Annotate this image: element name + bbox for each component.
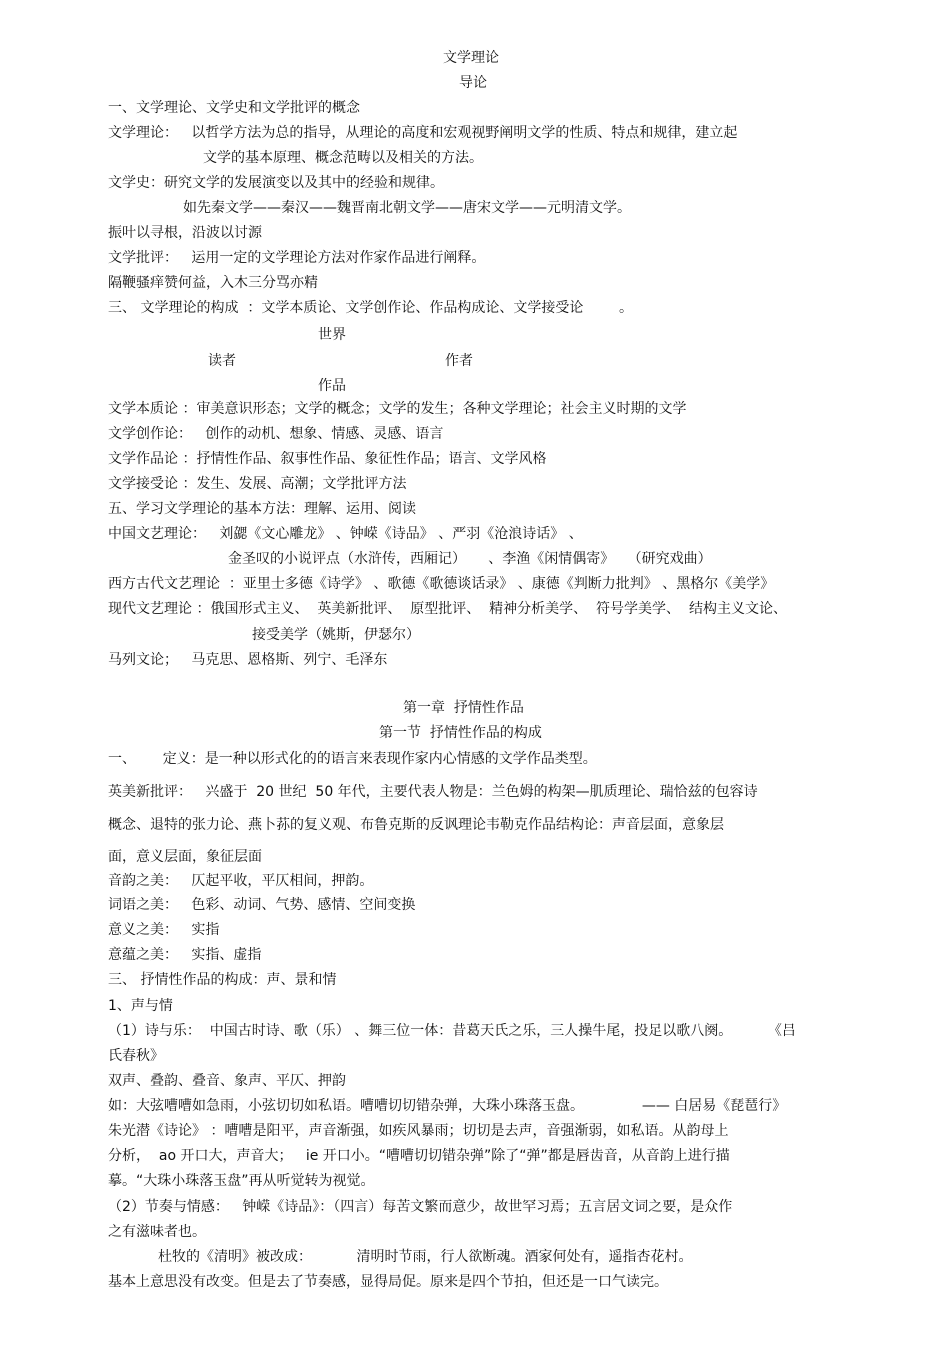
text-line: 文学创作论： 创作的动机、想象、情感、灵感、语言 (108, 426, 444, 442)
text-line: 文学批评： 运用一定的文学理论方法对作家作品进行阐释。 (108, 250, 486, 266)
text-line: 文学接受论 ：发生、发展、高潮；文学批评方法 (108, 476, 407, 492)
text-line: 概念、退特的张力论、燕卜荪的复义观、布鲁克斯的反讽理论韦勒克作品结构论：声音层面，意象层 (108, 817, 724, 833)
text-line: 词语之美： 色彩、动词、气势、感情、空间变换 (108, 897, 416, 913)
text-line: 英美新批评： 兴盛于 20 世纪 50 年代，主要代表人物是：兰色姆的构架—肌质理论、瑞恰兹的包容诗 (108, 784, 758, 800)
text-line: 中国文艺理论： 刘勰《文心雕龙》 、钟嵘《诗品》 、严羽《沧浪诗话》 、 (108, 526, 583, 542)
text-line: 世界 (318, 327, 346, 343)
text-line: 现代文艺理论 ：俄国形式主义、 英美新批评、 原型批评、 精神分析美学、 符号学美学、 结构主义文论、 (108, 601, 787, 617)
text-line: 文学理论 (443, 50, 499, 66)
text-line: 分析， ao 开口大，声音大； ie 开口小。“嘈嘈切切错杂弹”除了“弹”都是唇齿音，从音韵上进行描 (108, 1148, 730, 1164)
text-line: 作品 (318, 378, 346, 394)
text-line: 意义之美： 实指 (108, 922, 220, 938)
text-line: 读者 (208, 353, 236, 369)
text-line: 文学本质论 ：审美意识形态；文学的概念；文学的发生；各种文学理论；社会主义时期的文学 (108, 401, 687, 417)
text-line: 隔鞭骚痒赞何益，入木三分骂亦精 (108, 275, 318, 291)
text-line: 五、学习文学理论的基本方法：理解、运用、阅读 (108, 501, 416, 517)
text-line: 接受美学（姚斯，伊瑟尔） (252, 627, 420, 643)
text-line: 文学的基本原理、概念范畴以及相关的方法。 (203, 150, 483, 166)
text-line: 第一节 抒情性作品的构成 (379, 725, 542, 741)
text-line: 一、文学理论、文学史和文学批评的概念 (108, 100, 360, 116)
text-line: （1）诗与乐： 中国古时诗、歌（乐） 、舞三位一体：昔葛天氏之乐，三人操牛尾，投足以歌八阕。 《吕 (108, 1023, 796, 1039)
text-line: 第一章 抒情性作品 (403, 700, 524, 716)
text-line: 双声、叠韵、叠音、象声、平仄、押韵 (108, 1073, 346, 1089)
text-line: 作者 (445, 353, 473, 369)
text-line: 马列文论； 马克思、恩格斯、列宁、毛泽东 (108, 652, 388, 668)
text-line: 摹。“大珠小珠落玉盘”再从听觉转为视觉。 (108, 1173, 375, 1189)
text-line: 如先秦文学——秦汉——魏晋南北朝文学——唐宋文学——元明清文学。 (183, 200, 631, 216)
text-line: 文学作品论 ：抒情性作品、叙事性作品、象征性作品；语言、文学风格 (108, 451, 547, 467)
text-line: 如：大弦嘈嘈如急雨，小弦切切如私语。嘈嘈切切错杂弹，大珠小珠落玉盘。 —— 白居易《琵琶行》 (108, 1098, 787, 1114)
text-line: 文学史：研究文学的发展演变以及其中的经验和规律。 (108, 175, 444, 191)
text-line: 金圣叹的小说评点（水浒传，西厢记） 、李渔《闲情偶寄》 （研究戏曲） (228, 551, 712, 567)
text-line: 朱光潜《诗论》 ：嘈嘈是阳平，声音渐强，如疾风暴雨；切切是去声，音强渐弱，如私语。从韵母上 (108, 1123, 729, 1139)
text-line: 振叶以寻根，沿波以讨源 (108, 225, 262, 241)
text-line: 三、 抒情性作品的构成：声、景和情 (108, 972, 337, 988)
text-line: 三、 文学理论的构成 ：文学本质论、文学创作论、作品构成论、文学接受论 。 (108, 300, 633, 316)
text-line: 面，意义层面，象征层面 (108, 849, 262, 865)
text-line: 氏春秋》 (108, 1048, 164, 1064)
text-line: 1、声与情 (108, 998, 173, 1014)
text-line: 意蕴之美： 实指、虚指 (108, 947, 262, 963)
text-line: 一、 定义：是一种以形式化的的语言来表现作家内心情感的文学作品类型。 (108, 751, 597, 767)
text-line: 导论 (459, 75, 487, 91)
text-line: 之有滋味者也。 (108, 1224, 206, 1240)
text-line: 基本上意思没有改变。但是去了节奏感，显得局促。原来是四个节拍，但还是一口气读完。 (108, 1274, 668, 1290)
text-line: 西方古代文艺理论 ：亚里士多德《诗学》 、歌德《歌德谈话录》 、康德《判断力批判》 、黑格尔《美学》 (108, 576, 775, 592)
text-line: 音韵之美： 仄起平收，平仄相间，押韵。 (108, 873, 374, 889)
text-line: （2）节奏与情感： 钟嵘《诗品》：（四言）每苦文繁而意少，故世罕习焉；五言居文词之要，是众作 (108, 1199, 733, 1215)
text-line: 杜牧的《清明》被改成： 清明时节雨，行人欲断魂。酒家何处有，遥指杏花村。 (158, 1249, 693, 1265)
text-line: 文学理论： 以哲学方法为总的指导，从理论的高度和宏观视野阐明文学的性质、特点和规律，建立起 (108, 125, 738, 141)
